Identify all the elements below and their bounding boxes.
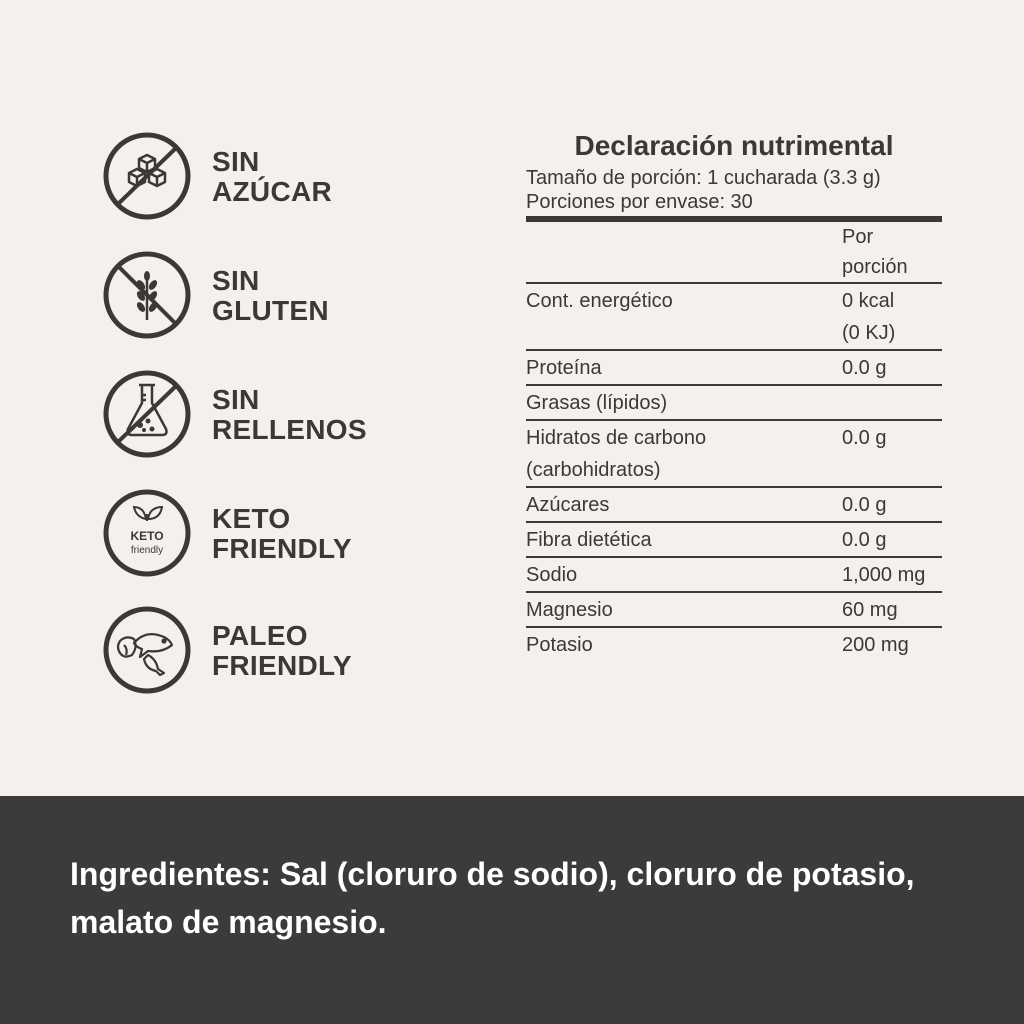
- nutrient-name-line: Magnesio: [526, 599, 613, 621]
- nutrient-name-line: Sodio: [526, 564, 578, 586]
- nutrient-name: [526, 351, 842, 384]
- nutrient-value-line: 0.0 g: [842, 427, 887, 449]
- friendly-icon-text: friendly: [130, 545, 164, 556]
- nutrient-value-line: 1,000 mg: [842, 564, 926, 586]
- nutrition-title: Declaración nutrimental: [574, 130, 894, 161]
- table-row: [526, 593, 942, 628]
- badge-paleo-friendly: [102, 605, 522, 695]
- nutrient-name-line: Hidratos de carbono: [526, 427, 707, 449]
- badge-label: SIN GLUTEN: [212, 265, 329, 326]
- nutrient-value: [842, 558, 942, 591]
- column-header: Por: [842, 226, 874, 248]
- wheat-crossed-icon: [102, 250, 192, 340]
- nutrient-value: [842, 628, 942, 661]
- nutrient-value-line: 0.0 g: [842, 494, 887, 516]
- table-row: [526, 523, 942, 558]
- ingredients-panel: [0, 796, 1024, 1024]
- nutrient-value-line: 0 kcal: [842, 290, 895, 312]
- serving-size: Tamaño de porción: 1 cucharada (3.3 g): [526, 167, 881, 189]
- nutrient-value: [842, 284, 942, 349]
- nutrient-value-line: 0.0 g: [842, 357, 887, 379]
- nutrient-name-line: Grasas (lípidos): [526, 392, 668, 414]
- nutrient-name: [526, 523, 842, 556]
- nutrient-name-line: Fibra dietética: [526, 529, 652, 551]
- nutrient-value: [842, 488, 942, 521]
- nutrient-name: [526, 558, 842, 591]
- nutrient-name-line: Potasio: [526, 634, 593, 656]
- table-row: [526, 386, 942, 421]
- nutrient-name-line: Proteína: [526, 357, 602, 379]
- nutrient-name-line: Azúcares: [526, 494, 610, 516]
- nutrition-facts-table: [526, 126, 942, 661]
- table-row: [526, 421, 942, 488]
- badge-sin-rellenos: [102, 369, 522, 459]
- servings-per-container: Porciones por envase: 30: [526, 191, 753, 213]
- table-row: [526, 351, 942, 386]
- keto-leaf-icon: [102, 488, 192, 578]
- badge-label: SIN AZÚCAR: [212, 146, 333, 207]
- nutrient-name: [526, 593, 842, 626]
- nutrient-name: [526, 628, 842, 661]
- column-header: porción: [842, 256, 908, 278]
- badge-label: SIN RELLENOS: [212, 384, 367, 445]
- nutrient-value: [842, 351, 942, 384]
- badge-label: KETO FRIENDLY: [212, 503, 352, 564]
- nutrient-value: [842, 593, 942, 626]
- table-row: [526, 284, 942, 351]
- nutrient-value-line: (0 KJ): [842, 322, 896, 344]
- keto-icon-text: KETO: [130, 529, 164, 543]
- nutrient-name: [526, 386, 842, 419]
- sugar-cubes-crossed-icon: [102, 131, 192, 221]
- nutrient-name: [526, 488, 842, 521]
- nutrient-value: [842, 421, 942, 486]
- table-row: [526, 488, 942, 523]
- nutrient-value-line: 60 mg: [842, 599, 898, 621]
- table-row: [526, 558, 942, 593]
- badge-keto-friendly: [102, 488, 522, 578]
- badge-sin-azucar: [102, 131, 522, 221]
- nutrient-value-line: 200 mg: [842, 634, 909, 656]
- nutrient-value: [842, 523, 942, 556]
- nutrient-name: [526, 284, 842, 349]
- nutrient-value-line: 0.0 g: [842, 529, 887, 551]
- nutrient-name-line: Cont. energético: [526, 290, 673, 312]
- table-header-row: [526, 222, 942, 284]
- badge-sin-gluten: [102, 250, 522, 340]
- ingredients-text: Ingredientes: Sal (cloruro de sodio), cloruro de potasio, malato de magnesio.: [70, 856, 915, 940]
- nutrient-name: [526, 421, 842, 486]
- nutrient-value: [842, 386, 942, 419]
- fish-meat-icon: [102, 605, 192, 695]
- badge-label: PALEO FRIENDLY: [212, 620, 352, 681]
- flask-crossed-icon: [102, 369, 192, 459]
- table-row: [526, 628, 942, 661]
- nutrient-name-line: (carbohidratos): [526, 459, 661, 481]
